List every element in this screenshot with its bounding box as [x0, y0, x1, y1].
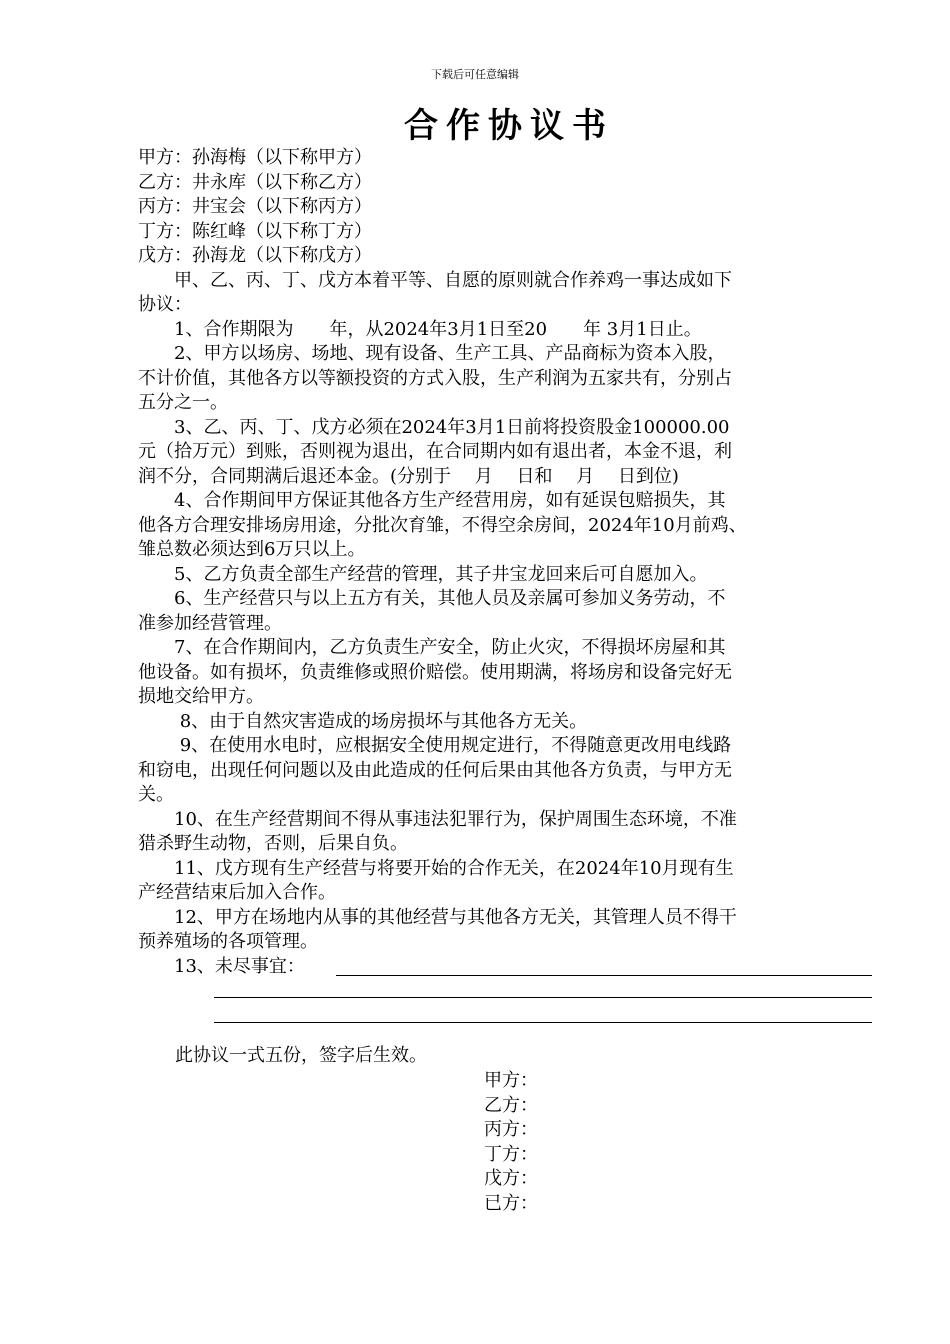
blank-line: [214, 997, 872, 998]
document-title: 合作协议书: [404, 106, 614, 146]
party-line: 乙方：井永库（以下称乙方）: [138, 171, 372, 193]
clause-line: 关。: [138, 784, 174, 805]
intro-line: 协议：: [138, 294, 192, 315]
clause-13-label: 13、未尽事宜：: [138, 955, 305, 977]
signature-block: [484, 1069, 538, 1216]
party-line: 戊方：孙海龙（以下称戊方）: [138, 245, 372, 266]
clause-line: 他设备。如有损坏，负责维修或照价赔偿。使用期满，将场房和设备完好无: [138, 661, 732, 683]
clause-9: [138, 734, 888, 808]
intro-paragraph: [138, 269, 888, 318]
clause-8: [138, 710, 888, 735]
signature-line: 丁方：: [484, 1143, 538, 1165]
clause-line: 和窃电，出现任何问题以及由此造成的任何后果由其他各方负责，与甲方无: [138, 759, 732, 781]
clause-2: [138, 342, 888, 416]
clause-5: [138, 563, 888, 588]
effect-statement: 此协议一式五份，签字后生效。: [175, 1045, 427, 1066]
clause-line: 10、在生产经营期间不得从事违法犯罪行为，保护周围生态环境，不准: [138, 808, 737, 830]
clause-7: [138, 636, 888, 710]
blank-row: [138, 979, 888, 1004]
clause-line: 不计价值，其他各方以等额投资的方式入股，生产利润为五家共有，分别占: [138, 367, 732, 389]
signature-line: 甲方：: [484, 1070, 538, 1091]
clause-line: 准参加经营管理。: [138, 612, 282, 634]
clause-line: 2、甲方以场房、场地、现有设备、生产工具、产品商标为资本入股，: [138, 343, 726, 364]
clause-line: 他各方合理安排场房用途，分批次育雏，不得空余房间，2024年10月前鸡、: [138, 514, 747, 536]
blank-row: [138, 1004, 888, 1029]
clause-line: 3、乙、丙、丁、戊方必须在2024年3月1日前将投资股金100000.00: [138, 416, 730, 438]
clause-line: 11、戊方现有生产经营与将要开始的合作无关，在2024年10月现有生: [138, 857, 734, 879]
clause-3: [138, 416, 888, 490]
clause-12: [138, 906, 888, 955]
party-line: 甲方：孙海梅（以下称甲方）: [138, 147, 372, 168]
clause-line: 1、合作期限为 年，从2024年3月1日至20 年 3月1日止。: [138, 318, 702, 340]
agreement-body: [138, 146, 888, 1028]
clause-line: 9、在使用水电时，应根据安全使用规定进行，不得随意更改用电线路: [138, 735, 732, 756]
clause-10: [138, 808, 888, 857]
signature-line: 丙方：: [484, 1119, 538, 1140]
clause-line: 预养殖场的各项管理。: [138, 931, 318, 952]
clause-line: 4、合作期间甲方保证其他各方生产经营用房，如有延误包赔损失，其: [138, 490, 726, 511]
clause-6: [138, 587, 888, 636]
clause-13: [138, 955, 888, 980]
clause-1: [138, 318, 888, 343]
clause-4: [138, 489, 888, 563]
clause-line: 8、由于自然灾害造成的场房损坏与其他各方无关。: [138, 710, 588, 732]
parties-list: [138, 146, 888, 269]
clause-line: 雏总数必须达到6万只以上。: [138, 539, 366, 560]
signature-line: 乙方：: [484, 1094, 538, 1116]
header-note: 下载后可任意编辑: [431, 68, 519, 81]
clause-line: 元（拾万元）到账，否则视为退出，在合同期内如有退出者，本金不退，利: [138, 441, 732, 462]
clause-line: 5、乙方负责全部生产经营的管理，其子井宝龙回来后可自愿加入。: [138, 563, 708, 585]
clause-line: 损地交给甲方。: [138, 686, 264, 707]
intro-line: 甲、乙、丙、丁、戊方本着平等、自愿的原则就合作养鸡一事达成如下: [138, 269, 732, 291]
signature-line: 已方：: [484, 1192, 538, 1214]
blank-line: [336, 975, 872, 976]
signature-line: 戊方：: [484, 1168, 538, 1189]
clause-line: 12、甲方在场地内从事的其他经营与其他各方无关，其管理人员不得干: [138, 906, 737, 928]
clause-line: 产经营结束后加入合作。: [138, 882, 336, 903]
clause-11: [138, 857, 888, 906]
party-line: 丙方：井宝会（以下称丙方）: [138, 196, 372, 217]
clauses-list: [138, 318, 888, 955]
clause-line: 润不分，合同期满后退还本金。(分别于 月 日和 月 日到位): [138, 465, 679, 487]
blank-line: [214, 1022, 872, 1023]
clause-line: 猎杀野生动物，否则，后果自负。: [138, 833, 408, 854]
clause-line: 7、在合作期间内，乙方负责生产安全，防止火灾，不得损坏房屋和其: [138, 637, 726, 658]
clause-line: 6、生产经营只与以上五方有关，其他人员及亲属可参加义务劳动，不: [138, 588, 726, 609]
party-line: 丁方：陈红峰（以下称丁方）: [138, 220, 372, 242]
clause-line: 五分之一。: [138, 392, 228, 413]
